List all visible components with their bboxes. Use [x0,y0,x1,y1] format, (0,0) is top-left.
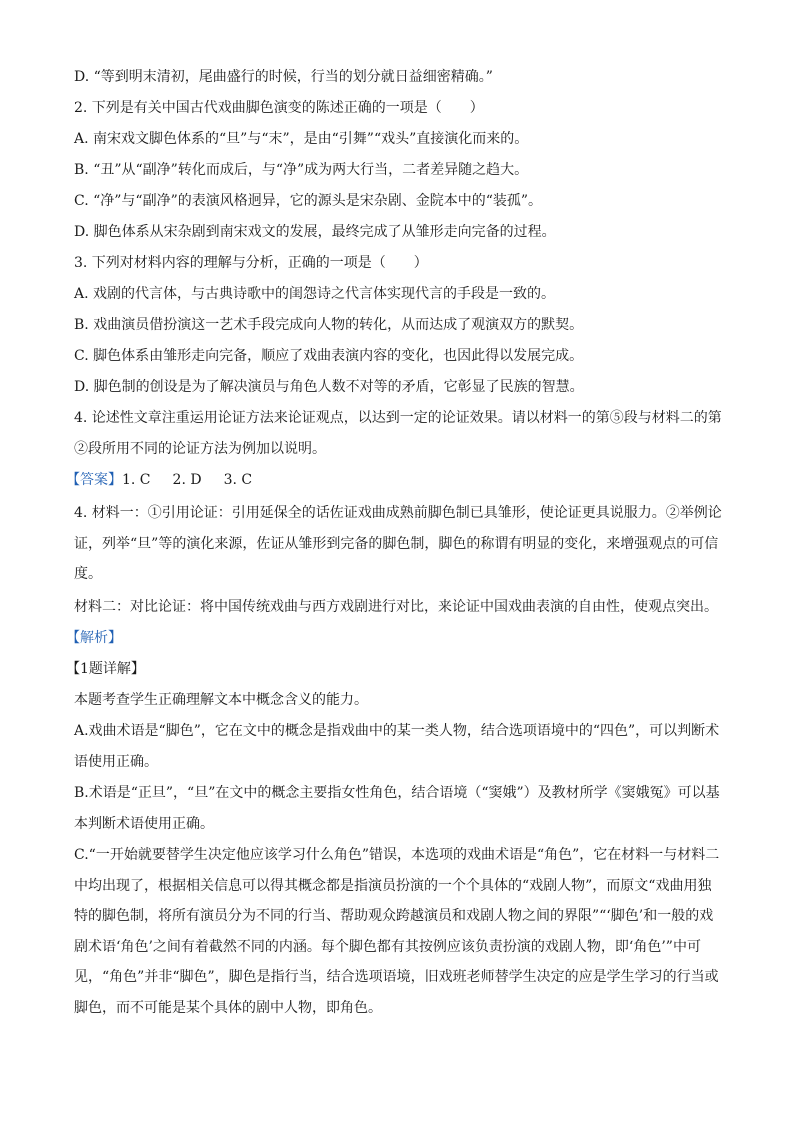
analysis-tag: 【解析】 [66,630,122,646]
q1-detail-intro: 本题考查学生正确理解文本中概念含义的能力。 [74,692,368,708]
answer-2: 2. D [172,472,202,488]
answer-line [66,465,714,496]
option-a-q3: A. 戏剧的代言体，与古典诗歌中的闺怨诗之代言体实现代言的手段是一致的。 [74,286,556,302]
option-c-q3: C. 脚色体系由雏形走向完备，顺应了戏曲表演内容的变化，也因此得以发展完成。 [74,348,584,364]
answer-4-material-1: 4. 材料一：①引用论证：引用延保全的话佐证戏曲成熟前脚色制已具雏形，使论证更具说服力。②举例论证，列举“旦”等的演化来源，佐证从雏形到完备的脚色制，脚色的称谓有明显的变化，来增强观点的可信度。 [74,505,722,583]
option-a-q2: A. 南宋戏文脚色体系的“旦”与“末”，是由“引舞”“戏头”直接演化而来的。 [74,131,529,147]
q1-detail-a: A.戏曲术语是“脚色”，它在文中的概念是指戏曲中的某一类人物，结合选项语境中的“四色”，可以判断术语使用正确。 [74,723,720,770]
q1-detail-heading: 【1题详解】 [66,661,145,677]
option-d-q2: D. 脚色体系从宋杂剧到南宋戏文的发展，最终完成了从雏形走向完备的过程。 [74,224,556,240]
option-b-q3: B. 戏曲演员借扮演这一艺术手段完成向人物的转化，从而达成了观演双方的默契。 [74,317,584,333]
option-d-q3: D. 脚色制的创设是为了解决演员与角色人数不对等的矛盾，它彰显了民族的智慧。 [74,379,584,395]
option-d-q1: D. “等到明末清初，尾曲盛行的时候，行当的划分就日益细密精确。” [74,69,493,85]
answer-1: 1. C [122,472,151,488]
question-4: 4. 论述性文章注重运用论证方法来论证观点，以达到一定的论证效果。请以材料一的第⑤段与材料二的第②段所用不同的论证方法为例加以说明。 [74,410,722,457]
option-c-q2: C. “净”与“副净”的表演风格迥异，它的源头是宋杂剧、金院本中的“装孤”。 [74,193,543,209]
question-3: 3. 下列对材料内容的理解与分析，正确的一项是（ ） [74,255,428,271]
option-b-q2: B. “丑”从“副净”转化而成后，与“净”成为两大行当，二者差异随之趋大。 [74,162,529,178]
answer-4-material-2: 材料二：对比论证：将中国传统戏曲与西方戏剧进行对比，来论证中国戏曲表演的自由性，使观点突出。 [74,599,718,615]
q1-detail-c: C.“一开始就要替学生决定他应该学习什么角色”错误，本选项的戏曲术语是“角色”，它在材料一与材料二中均出现了，根据相关信息可以得其概念都是指演员扮演的一个个具体的“戏剧人物”，而原文“戏曲用独特的脚色制，将所有演员分为不同的行当、帮助观众跨越演员和戏剧人物之间的界限”“‘脚色’和一般的戏剧术语‘角色’之间有着截然不同的内涵。每个脚色都有其按例应该负责扮演的戏剧人物，即‘角色’”中可见，“角色”并非“脚色”，脚色是指行当，结合选项语境，旧戏班老师替学生决定的应是学生学习的行当或脚色，而不可能是某个具体的剧中人物，即角色。 [74,847,720,1016]
q1-detail-b: B.术语是“正旦”，“旦”在文中的概念主要指女性角色，结合语境（“窦娥”）及教材所学《窦娥冤》可以基本判断术语使用正确。 [74,785,720,832]
answer-tag: 【答案】 [66,472,122,488]
answer-3: 3. C [223,472,253,488]
question-2: 2. 下列是有关中国古代戏曲脚色演变的陈述正确的一项是（ ） [74,100,484,116]
